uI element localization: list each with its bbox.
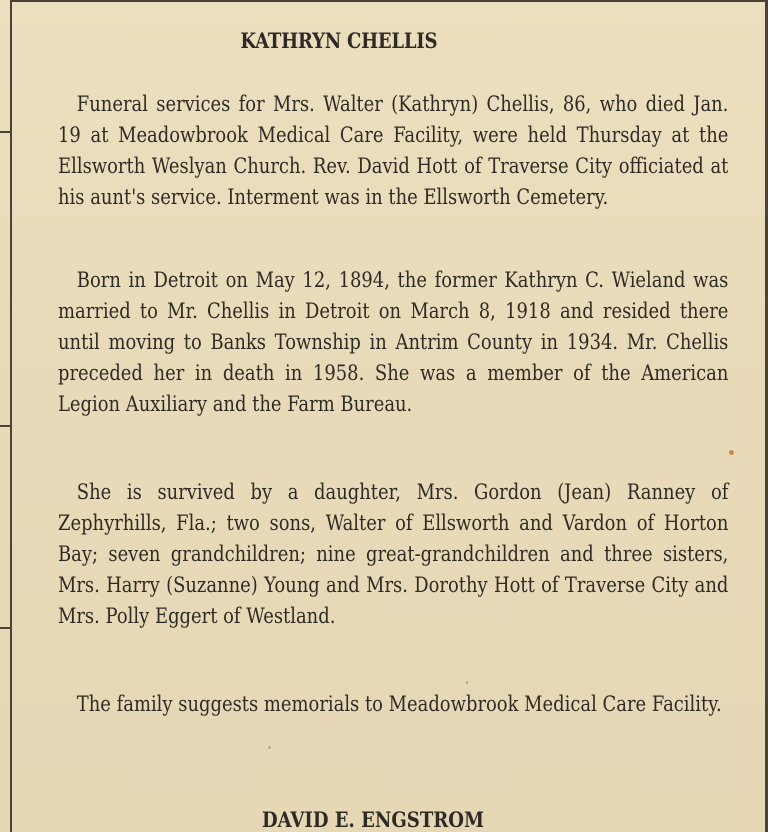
paper-speck [268,746,271,749]
column-left-rule [10,0,12,832]
paper-speck [729,450,734,455]
obituary-paragraph-funeral: Funeral services for Mrs. Walter (Kathryn) Chellis, 86, who died Jan. 19 at Meadowbrook Medical Care Facility, were held Thursday at the Ellsworth Weslyan Church. Rev. David Hott of Traverse City officiated at his aunt's service. Interment was in the Ellsworth Cemetery. [58,92,729,209]
column-tick-mark [0,425,10,427]
obituary-headline: KATHRYN CHELLIS [240,28,438,53]
column-tick-mark [0,131,10,133]
column-top-rule [10,0,768,2]
column-tick-mark [0,627,10,629]
obituary-paragraph-survivors: She is survived by a daughter, Mrs. Gordon (Jean) Ranney of Zephyrhills, Fla.; two sons, Walter of Ellsworth and Vardon of Horton Bay; seven grandchildren; nine great-grandchildren and three sisters, Mrs. Harry (Suzanne) Young and Mrs. Dorothy Hott of Traverse City and Mrs. Polly Eggert of Westland. [58,480,729,628]
obituary-paragraph-memorials: The family suggests memorials to Meadowbrook Medical Care Facility. [76,692,722,716]
obituary-paragraph-biography: Born in Detroit on May 12, 1894, the former Kathryn C. Wieland was married to Mr. Chellis in Detroit on March 8, 1918 and resided there until moving to Banks Township in Antrim County in 1934. Mr. Chellis preceded her in death in 1958. She was a member of the American Legion Auxiliary and the Farm Bureau. [58,268,729,416]
paper-speck [466,681,468,684]
next-obituary-headline: DAVID E. ENGSTROM [262,807,485,832]
